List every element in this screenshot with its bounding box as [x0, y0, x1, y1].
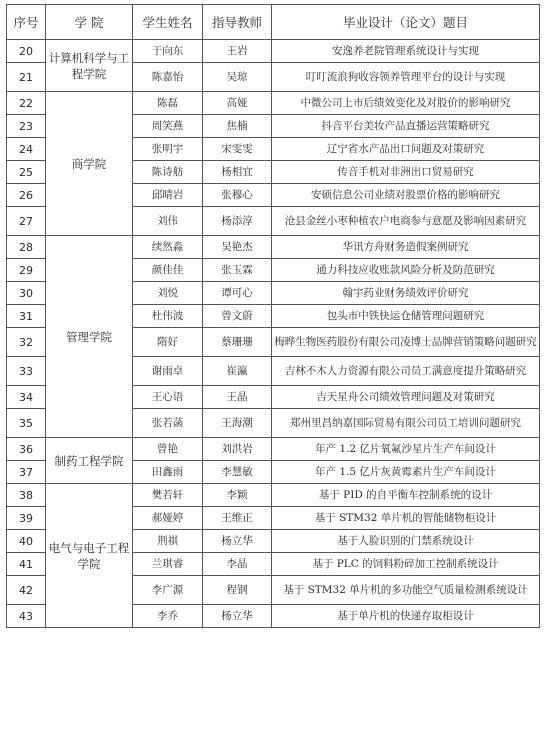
- student-name: 田鑫雨: [133, 461, 203, 484]
- row-number: 43: [7, 605, 46, 628]
- student-name: 曾艳: [133, 438, 203, 461]
- thesis-title: 基于 PID 的自平衡车控制系统的设计: [272, 484, 540, 507]
- advisor-name: 崔瀛: [203, 357, 272, 386]
- advisor-name: 张玉霖: [203, 259, 272, 282]
- college-cell: 管理学院: [46, 236, 133, 438]
- thesis-title: 华讯方舟财务造假案例研究: [272, 236, 540, 259]
- student-name: 兰琪睿: [133, 553, 203, 576]
- student-name: 陈磊: [133, 92, 203, 115]
- advisor-name: 张穆心: [203, 184, 272, 207]
- row-number: 26: [7, 184, 46, 207]
- advisor-name: 吴琼: [203, 63, 272, 92]
- row-number: 32: [7, 328, 46, 357]
- advisor-name: 王岩: [203, 40, 272, 63]
- thesis-table: [6, 4, 540, 628]
- row-number: 42: [7, 576, 46, 605]
- thesis-title: 吉林不木人力资源有限公司员工满意度提升策略研究: [272, 357, 540, 386]
- thesis-title: 基于单片机的快递存取柜设计: [272, 605, 540, 628]
- student-name: 王心语: [133, 386, 203, 409]
- student-name: 刘伟: [133, 207, 203, 236]
- advisor-name: 王晶: [203, 386, 272, 409]
- thesis-title: 辽宁省水产品出口问题及对策研究: [272, 138, 540, 161]
- thesis-title: 传音手机对非洲出口贸易研究: [272, 161, 540, 184]
- advisor-name: 宋雯雯: [203, 138, 272, 161]
- row-number: 28: [7, 236, 46, 259]
- header-title: 毕业设计（论文）题目: [272, 5, 540, 40]
- advisor-name: 曾文蔚: [203, 305, 272, 328]
- advisor-name: 程钢: [203, 576, 272, 605]
- advisor-name: 杨添淳: [203, 207, 272, 236]
- student-name: 谢雨卓: [133, 357, 203, 386]
- advisor-name: 李慧敏: [203, 461, 272, 484]
- advisor-name: 李晶: [203, 553, 272, 576]
- table-body: [7, 40, 540, 628]
- thesis-title: 包头市中铁快运仓储管理问题研究: [272, 305, 540, 328]
- row-number: 31: [7, 305, 46, 328]
- row-number: 41: [7, 553, 46, 576]
- student-name: 邱晴岩: [133, 184, 203, 207]
- row-number: 33: [7, 357, 46, 386]
- student-name: 樊若轩: [133, 484, 203, 507]
- student-name: 续然淼: [133, 236, 203, 259]
- table-row: [7, 92, 540, 115]
- header-no: 序号: [7, 5, 46, 40]
- thesis-title: 叮叮流浪狗收容领养管理平台的设计与实现: [272, 63, 540, 92]
- row-number: 24: [7, 138, 46, 161]
- advisor-name: 吴艳杰: [203, 236, 272, 259]
- thesis-title: 沧县金丝小枣种植农户电商参与意愿及影响因素研究: [272, 207, 540, 236]
- table-row: [7, 40, 540, 63]
- student-name: 杜伟波: [133, 305, 203, 328]
- student-name: 张明宇: [133, 138, 203, 161]
- row-number: 20: [7, 40, 46, 63]
- row-number: 29: [7, 259, 46, 282]
- student-name: 郝娅婷: [133, 507, 203, 530]
- advisor-name: 刘洪岩: [203, 438, 272, 461]
- thesis-title: 年产 1.5 亿片灰黄霉素片生产车间设计: [272, 461, 540, 484]
- advisor-name: 杨立华: [203, 605, 272, 628]
- table-row: [7, 438, 540, 461]
- student-name: 陈诗舫: [133, 161, 203, 184]
- college-cell: 计算机科学与工程学院: [46, 40, 133, 92]
- row-number: 25: [7, 161, 46, 184]
- header-college: 学 院: [46, 5, 133, 40]
- student-name: 荆祺: [133, 530, 203, 553]
- row-number: 22: [7, 92, 46, 115]
- college-cell: 电气与电子工程学院: [46, 484, 133, 628]
- advisor-name: 谭可心: [203, 282, 272, 305]
- table-row: [7, 484, 540, 507]
- header-student: 学生姓名: [133, 5, 203, 40]
- advisor-name: 王维正: [203, 507, 272, 530]
- student-name: 周笑燕: [133, 115, 203, 138]
- college-cell: 制药工程学院: [46, 438, 133, 484]
- college-cell: 商学院: [46, 92, 133, 236]
- thesis-title: 中微公司上市后绩效变化及对股价的影响研究: [272, 92, 540, 115]
- student-name: 张若菡: [133, 409, 203, 438]
- student-name: 陈嘉怡: [133, 63, 203, 92]
- thesis-title: 郑州里昌纳嘉国际贸易有限公司员工培训问题研究: [272, 409, 540, 438]
- thesis-title: 安硕信息公司业绩对股票价格的影响研究: [272, 184, 540, 207]
- advisor-name: 蔡珊珊: [203, 328, 272, 357]
- thesis-title: 年产 1.2 亿片氧氟沙星片生产车间设计: [272, 438, 540, 461]
- thesis-title: 基于人脸识别的门禁系统设计: [272, 530, 540, 553]
- thesis-list-sheet: [6, 4, 539, 628]
- row-number: 21: [7, 63, 46, 92]
- row-number: 36: [7, 438, 46, 461]
- advisor-name: 焦楠: [203, 115, 272, 138]
- thesis-title: 基于 PLC 的饲料粉碎加工控制系统设计: [272, 553, 540, 576]
- advisor-name: 杨立华: [203, 530, 272, 553]
- header-advisor: 指导教师: [203, 5, 272, 40]
- student-name: 李广源: [133, 576, 203, 605]
- row-number: 30: [7, 282, 46, 305]
- advisor-name: 高娅: [203, 92, 272, 115]
- student-name: 李乔: [133, 605, 203, 628]
- advisor-name: 王海潮: [203, 409, 272, 438]
- thesis-title: 安逸养老院管理系统设计与实现: [272, 40, 540, 63]
- advisor-name: 李颖: [203, 484, 272, 507]
- row-number: 37: [7, 461, 46, 484]
- thesis-title: 吉天星舟公司绩效管理问题及对策研究: [272, 386, 540, 409]
- student-name: 隋好: [133, 328, 203, 357]
- thesis-title: 通力科技应收账款风险分析及防范研究: [272, 259, 540, 282]
- thesis-title: 梅晔生物医药股份有限公司凌博士品牌营销策略问题研究: [272, 328, 540, 357]
- table-row: [7, 236, 540, 259]
- student-name: 颜佳佳: [133, 259, 203, 282]
- row-number: 23: [7, 115, 46, 138]
- row-number: 27: [7, 207, 46, 236]
- header-row: [7, 5, 540, 40]
- thesis-title: 基于 STM32 单片机的多功能空气质量检测系统设计: [272, 576, 540, 605]
- row-number: 35: [7, 409, 46, 438]
- student-name: 于向东: [133, 40, 203, 63]
- row-number: 40: [7, 530, 46, 553]
- row-number: 34: [7, 386, 46, 409]
- row-number: 38: [7, 484, 46, 507]
- row-number: 39: [7, 507, 46, 530]
- student-name: 刘悦: [133, 282, 203, 305]
- advisor-name: 杨相宜: [203, 161, 272, 184]
- thesis-title: 基于 STM32 单片机的智能储物柜设计: [272, 507, 540, 530]
- thesis-title: 翰宇药业财务绩效评价研究: [272, 282, 540, 305]
- thesis-title: 抖音平台美妆产品直播运营策略研究: [272, 115, 540, 138]
